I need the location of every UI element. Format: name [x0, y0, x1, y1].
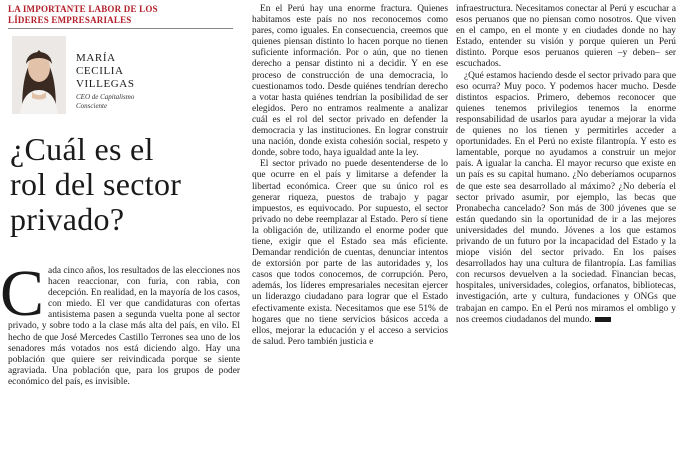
drop-cap: C — [0, 257, 45, 330]
article-column-3 — [456, 4, 676, 326]
paragraph-4-text: ¿Qué estamos haciendo desde el sector privado para que eso ocurra? Muy poco. Y podemos hacer mucho. Desde distintos espacios. Primero, debemos reconocer que quienes tenemos privilegios tenemos la enorme responsabilidad de usarlos para ayudar a mejorar la vida de quienes no los tienen y permitirles acceder a oportunidades. En el Perú no existe filantropía. Y esto es lamentable, porque no ayudamos a construir un mejor país. A igualar la cancha. El mayor recurso que existe en un país es su capital humano. ¿No deberíamos ocuparnos de que este sea desarrollado al máximo? ¿No debería el sector privado asumir, por ejemplo, las becas que Pronabecha cancelado? Son más de 300 jóvenes que se están quedando sin la oportunidad de ir a las mejores universidades del mundo. Jóvenes a los que estamos privando de un futuro por la incapacidad del Estado y la miope visión del sector privado. En los países desarrollados hay una cultura de filantropía. Las familias con recursos devuelven a la sociedad. Financian becas, hospitales, universidades, colegios, orfanatos, bibliotecas, investigación, arte y cultura, fundaciones y ONGs que trabajan en campo. En el Perú nos miramos el ombligo y nos creemos ciudadanos del mundo. — [456, 70, 676, 325]
author-portrait-icon — [12, 36, 66, 114]
paragraph-3: El sector privado no puede desentenderse de lo que ocurre en el país y limitarse a defender la libertad económica. Creer que su único rol es generar riqueza, puestos de trabajo y pagar impuestos, es equivocado. Por supuesto, el sector privado no debe reemplazar al Estado. Pero sí tiene la obligación de, utilizando el enorme poder que tiene, exigir que el Estado sea más eficiente. Demandar rendición de cuentas, denunciar intentos de extorsión por parte de las autoridades y, los casos que todos conocemos, de corrupción. Pero, además, los líderes empresariales necesitan ejercer un liderazgo ciudadano para lograr que el Estado efectivamente exista. Necesitamos que ese 51% de hogares que no tiene servicios básicos acceda a ellos, mejorar la educación y el acceso a servicios de salud. Pero también justicia e — [252, 159, 448, 347]
author-name-line-3: VILLEGAS — [76, 78, 135, 90]
end-of-article-mark — [595, 317, 611, 322]
article-column-2 — [252, 4, 448, 348]
author-role — [76, 93, 236, 111]
paragraph-2: En el Perú hay una enorme fractura. Quienes habitamos este país no nos reconocemos como pares, como iguales. En consecuencia, creemos que quienes piensan distinto lo hacen porque no tienen suficiente información. Por o aún, que no tienen derecho a pensar distinto ni a decidir. Y en ese proceso de construcción de una democracia, lo cuestionamos todo. Desde quiénes tendrían derecho a votar hasta quiénes tendrían la posibilidad de ser elegidos. Pero no entramos realmente a analizar cuál es el rol del sector privado en defender la democracia y las instituciones. En lograr construir una nación, donde exista cohesión social, respeto y donde, sobre todo, haya igualdad ante la ley. — [252, 4, 448, 159]
section-kicker — [8, 4, 233, 26]
author-name — [76, 52, 236, 91]
article-column-1 — [0, 257, 240, 388]
paragraph-1-text: ada cinco años, los resultados de las elecciones nos hacen reaccionar, con furia, con rabia, con decepción. En realidad, en la mayoría de los casos, con miedo. El ver que candidaturas con ofertas antisistema pasen a segunda vuelta pone al sector privado, y sobre todo a la clase más alta del país, en vilo. El hecho de que José Mercedes Castillo Terrones sea uno de los senadores más votados nos está diciendo algo. Hay una población que quiere ser reivindicada porque se siente agraviada. Una población que, para los grupos de poder económico del país, es invisible. — [8, 266, 240, 387]
kicker-line-1: LA IMPORTANTE LABOR DE LOS — [8, 4, 158, 14]
headline-line-2: rol del sector — [10, 166, 182, 202]
author-photo — [12, 36, 66, 114]
paragraph-3-continued: infraestructura. Necesitamos conectar al Perú y escuchar a esos peruanos que no piensan como nosotros. Que viven en el campo, en el monte y en ciudades donde no hay Estado, entender su visión y porque quieren un Perú distinto. Porque esos peruanos quieren –y deben– ser escuchados. — [456, 4, 676, 70]
author-name-line-1: MARÍA — [76, 52, 116, 64]
paragraph-4 — [456, 71, 676, 326]
article-headline — [10, 132, 240, 237]
headline-line-3: privado? — [10, 201, 125, 237]
author-role-line-1: CEO de Capitalismo — [76, 93, 135, 101]
author-name-line-2: CECILIA — [76, 65, 124, 77]
author-role-line-2: Consciente — [76, 102, 108, 110]
paragraph-1 — [0, 257, 240, 388]
kicker-divider — [8, 28, 233, 29]
kicker-line-2: LÍDERES EMPRESARIALES — [8, 15, 132, 25]
headline-line-1: ¿Cuál es el — [10, 131, 154, 167]
